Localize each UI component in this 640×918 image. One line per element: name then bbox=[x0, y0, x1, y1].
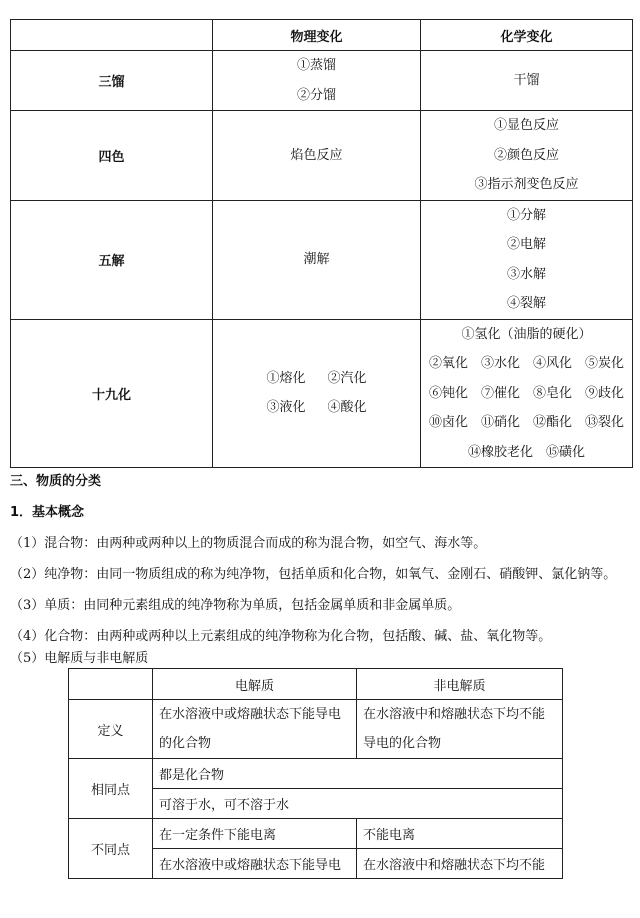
table-row bbox=[11, 51, 633, 111]
header-electrolyte: 电解质 bbox=[153, 669, 357, 700]
list-item: ②汽化 bbox=[327, 370, 367, 386]
physical-cell bbox=[213, 111, 421, 201]
header-chemical-change: 化学变化 bbox=[421, 20, 633, 51]
physical-cell bbox=[213, 51, 421, 111]
physical-cell bbox=[213, 319, 421, 468]
table-row-different bbox=[69, 819, 563, 849]
list-item: ①分解 bbox=[506, 207, 546, 223]
chemical-cell bbox=[421, 319, 633, 468]
section-title: 三、物质的分类 bbox=[10, 474, 102, 489]
header-empty-cell bbox=[69, 669, 153, 700]
list-item: ④裂解 bbox=[506, 296, 546, 311]
chemical-cell bbox=[421, 51, 633, 111]
header-non-electrolyte: 非电解质 bbox=[357, 669, 563, 700]
text-line: 导电的化合物 bbox=[363, 736, 442, 751]
definition-non-electrolyte-cell bbox=[357, 700, 563, 759]
different-non-electrolyte-cell: 在水溶液中和熔融状态下均不能 bbox=[357, 849, 563, 879]
list-item: ③指示剂变色反应 bbox=[474, 177, 579, 192]
table-row-same bbox=[69, 759, 563, 789]
list-item: 干馏 bbox=[513, 72, 540, 88]
electrolyte-table bbox=[68, 668, 563, 879]
paragraph-mixture: （1）混合物：由两种或两种以上的物质混合而成的称为混合物，如空气、海水等。 bbox=[10, 536, 487, 551]
list-item: 焰色反应 bbox=[290, 147, 343, 163]
list-item: 潮解 bbox=[303, 251, 330, 267]
list-item: ④酸化 bbox=[327, 400, 367, 416]
list-item: ②氧化 ③水化 ④风化 ⑤炭化 bbox=[428, 356, 624, 371]
chemical-cell bbox=[421, 200, 633, 319]
list-item: ①蒸馏 bbox=[296, 58, 336, 73]
list-item-pair bbox=[213, 364, 420, 394]
list-item: ②颜色反应 bbox=[493, 147, 559, 163]
paragraph-element: （3）单质：由同种元素组成的纯净物称为单质，包括金属单质和非金属单质。 bbox=[10, 598, 461, 613]
paragraph-pure-substance: （2）纯净物：由同一物质组成的称为纯净物，包括单质和化合物，如氧气、金刚石、硝酸钾、氯化钠等。 bbox=[10, 567, 617, 582]
different-electrolyte-cell: 在水溶液中或熔融状态下能导电 bbox=[153, 849, 357, 879]
row-label: 四色 bbox=[11, 111, 213, 201]
same-cell: 都是化合物 bbox=[153, 759, 563, 789]
row-label: 十九化 bbox=[11, 319, 213, 468]
list-item: ②电解 bbox=[506, 237, 546, 252]
table-row bbox=[11, 319, 633, 468]
row-label: 五解 bbox=[11, 200, 213, 319]
list-item: ⑭橡胶老化 ⑮磺化 bbox=[467, 444, 585, 460]
list-item: ③水解 bbox=[506, 266, 546, 282]
row-label: 不同点 bbox=[69, 819, 153, 879]
row-label: 相同点 bbox=[69, 759, 153, 819]
different-electrolyte-cell: 在一定条件下能电离 bbox=[153, 819, 357, 849]
header-empty-cell bbox=[11, 20, 213, 51]
row-label: 三馏 bbox=[11, 51, 213, 111]
text-line: 的化合物 bbox=[159, 736, 212, 751]
physical-cell bbox=[213, 200, 421, 319]
table-row-definition bbox=[69, 700, 563, 759]
paragraph-electrolyte-heading: （5）电解质与非电解质 bbox=[10, 651, 149, 666]
list-item: ①氢化（油脂的硬化） bbox=[461, 326, 592, 342]
list-item-pair bbox=[213, 393, 420, 423]
header-physical-change: 物理变化 bbox=[213, 20, 421, 51]
text-line: 在水溶液中和熔融状态下均不能 bbox=[363, 707, 546, 722]
list-item: ①熔化 bbox=[266, 370, 306, 386]
list-item: ②分馏 bbox=[296, 87, 336, 103]
same-cell: 可溶于水，可不溶于水 bbox=[153, 789, 563, 819]
table-row bbox=[11, 200, 633, 319]
subsection-title: 1．基本概念 bbox=[10, 505, 85, 520]
chemical-cell bbox=[421, 111, 633, 201]
text-line: 在水溶液中或熔融状态下能导电 bbox=[159, 707, 342, 722]
electrolyte-table-header bbox=[69, 669, 563, 700]
paragraph-compound: （4）化合物：由两种或两种以上元素组成的纯净物称为化合物，包括酸、碱、盐、氧化物等。 bbox=[10, 629, 552, 644]
row-label: 定义 bbox=[69, 700, 153, 759]
list-item: ①显色反应 bbox=[493, 118, 559, 133]
list-item: ⑥钝化 ⑦催化 ⑧皂化 ⑨歧化 bbox=[428, 385, 624, 401]
list-item: ⑩卤化 ⑪硝化 ⑫酯化 ⑬裂化 bbox=[428, 415, 624, 430]
changes-table bbox=[10, 19, 633, 468]
definition-electrolyte-cell bbox=[153, 700, 357, 759]
table-row bbox=[11, 111, 633, 201]
different-non-electrolyte-cell: 不能电离 bbox=[357, 819, 563, 849]
list-item: ③液化 bbox=[266, 400, 306, 416]
changes-table-header bbox=[11, 20, 633, 51]
